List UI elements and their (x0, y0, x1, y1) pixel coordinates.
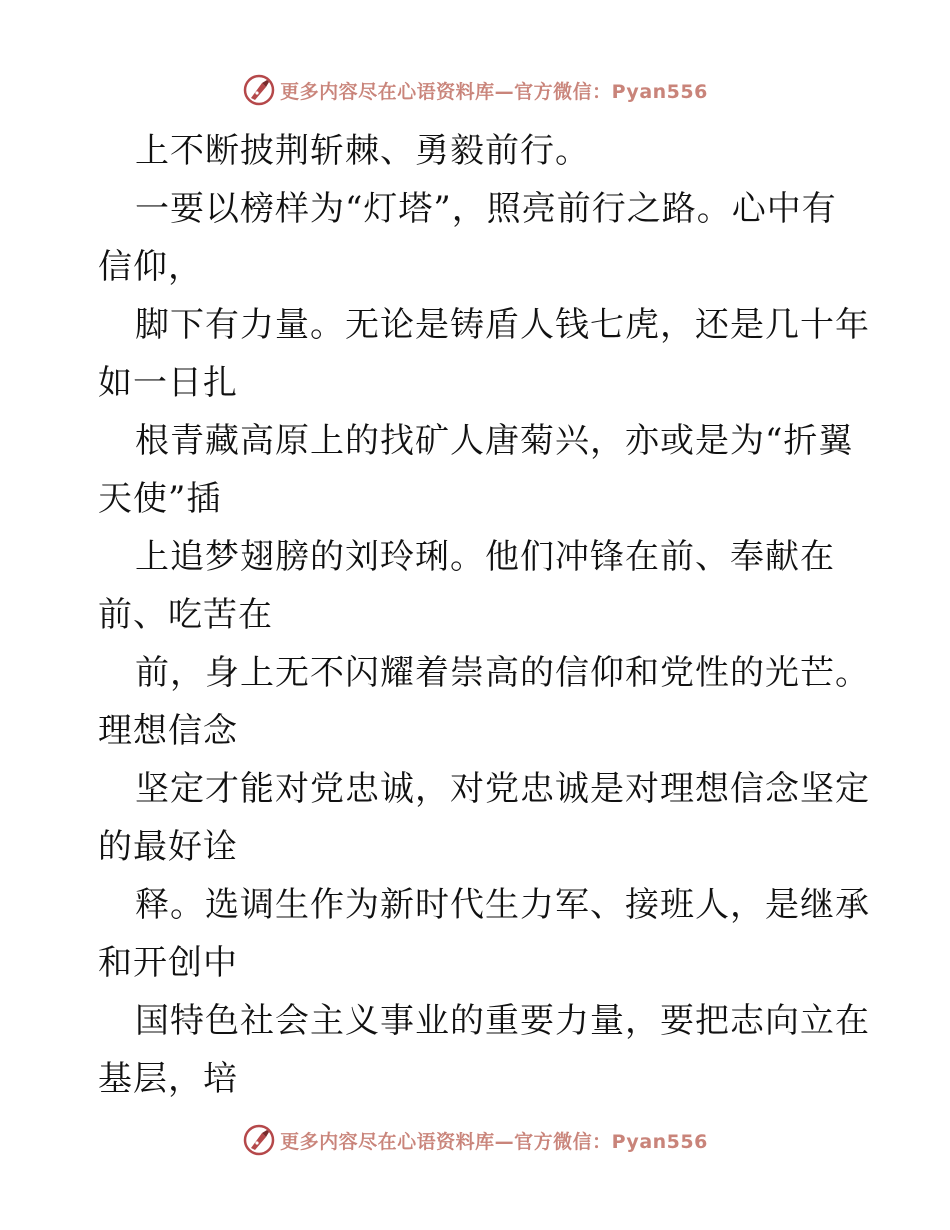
body-line: 如一日扎 (98, 363, 238, 403)
body-line: 的最好诠 (98, 827, 238, 867)
body-line: 根青藏高原上的找矿人唐菊兴，亦或是为“折翼 (135, 421, 854, 461)
body-line: 一要以榜样为“灯塔”，照亮前行之路。心中有 (135, 189, 837, 229)
body-line: 释。选调生作为新时代生力军、接班人，是继承 (135, 885, 870, 925)
header-banner (0, 70, 950, 110)
body-line: 脚下有力量。无论是铸盾人钱七虎，还是几十年 (135, 305, 870, 345)
body-line: 和开创中 (98, 943, 238, 983)
document-body (98, 122, 878, 1108)
body-line: 基层，培 (98, 1059, 238, 1099)
header-banner-text: 更多内容尽在心语资料库—官方微信：Pyan556 (280, 80, 708, 103)
pen-nib-logo-icon (242, 73, 276, 107)
pen-nib-logo-icon (242, 1123, 276, 1157)
body-line: 国特色社会主义事业的重要力量，要把志向立在 (135, 1001, 870, 1041)
body-line: 天使”插 (98, 479, 222, 519)
footer-banner (0, 1120, 950, 1160)
footer-banner-text: 更多内容尽在心语资料库—官方微信：Pyan556 (280, 1130, 708, 1153)
body-line: 上不断披荆斩棘、勇毅前行。 (135, 131, 590, 171)
body-line: 上追梦翅膀的刘玲琍。他们冲锋在前、奉献在 (135, 537, 835, 577)
body-line: 坚定才能对党忠诚，对党忠诚是对理想信念坚定 (135, 769, 870, 809)
body-line: 信仰， (98, 247, 203, 287)
body-line: 前，身上无不闪耀着崇高的信仰和党性的光芒。 (135, 653, 870, 693)
body-line: 前、吃苦在 (98, 595, 273, 635)
body-line: 理想信念 (98, 711, 238, 751)
